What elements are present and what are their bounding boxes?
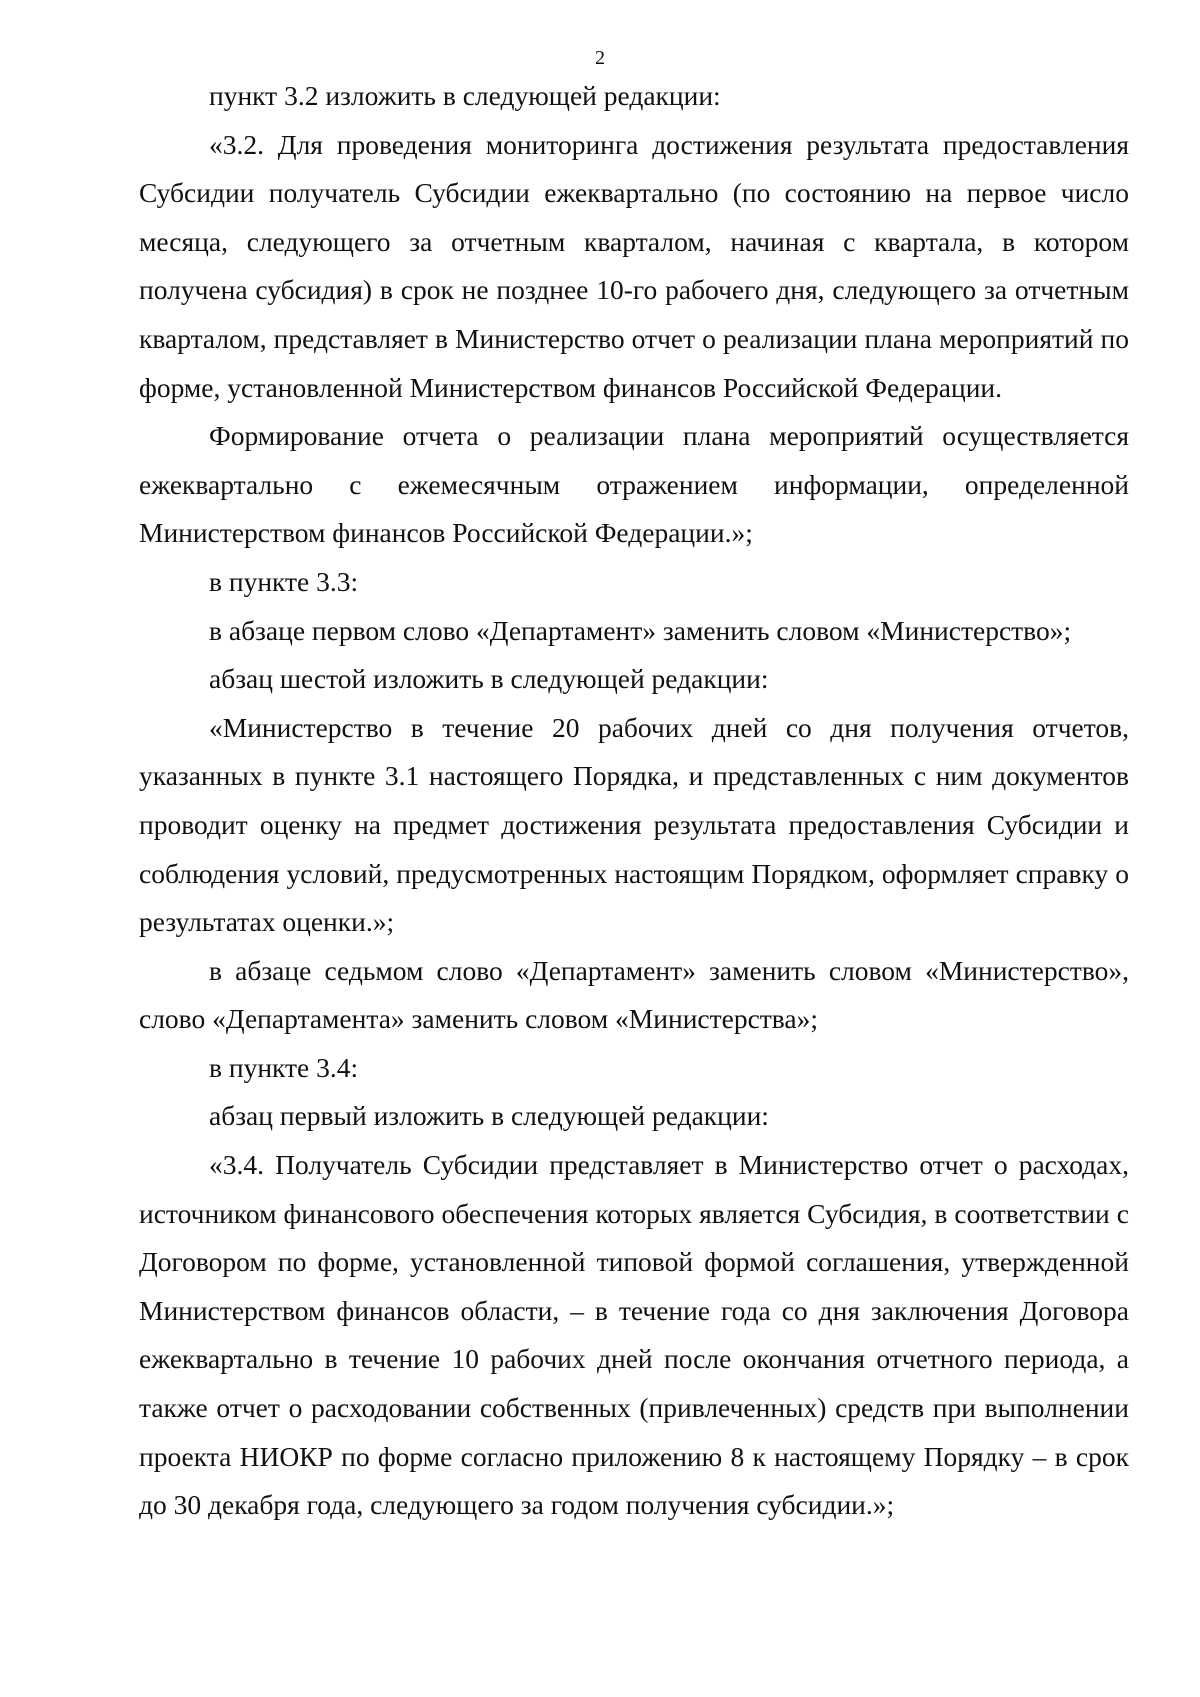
paragraph-item-3-3-sixth-text: «Министерство в течение 20 рабочих дней со дня получения отчетов, указанных в пункте 3.1 настоящего Порядка, и представленных с ним документов проводит оценку на предмет достижения результата предоставления Субсидии и соблюдения условий, предусмотренных настоящим Порядком, оформляет справку о результатах оценки.»; <box>139 711 1129 938</box>
paragraph-item-3-4-first-intro: абзац первый изложить в следующей редакции: <box>209 1100 769 1132</box>
paragraph-clause-3-2-text: «3.2. Для проведения мониторинга достижения результата предоставления Субсидии получатель Субсидии ежеквартально (по состоянию на первое число месяца, следующего за отчетным кварталом, начиная с квартала, в котором получена субсидия) в срок не позднее 10-го рабочего дня, следующего за отчетным кварталом, представляет в Министерство отчет о реализации плана мероприятий по форме, установленной Министерством финансов Российской Федерации. <box>139 128 1129 403</box>
paragraph-item-3-3-sixth-intro: абзац шестой изложить в следующей редакции: <box>209 663 769 695</box>
paragraph-item-3-3-intro: в пункте 3.3: <box>209 565 359 597</box>
paragraph-item-3-4-intro: в пункте 3.4: <box>209 1051 359 1083</box>
paragraph-clause-3-2-report: Формирование отчета о реализации плана мероприятий осуществляется ежеквартально с ежемесячным отражением информации, определенной Министерством финансов Российской Федерации.»; <box>139 420 1129 549</box>
paragraph-item-3-3-seventh: в абзаце седьмом слово «Департамент» заменить словом «Министерство», слово «Департамента» заменить словом «Министерства»; <box>139 954 1129 1035</box>
paragraph-item-3-3-first-paragraph: в абзаце первом слово «Департамент» заменить словом «Министерство»; <box>209 614 1072 646</box>
document-body <box>139 72 1129 1530</box>
paragraph-clause-3-4-text: «3.4. Получатель Субсидии представляет в Министерство отчет о расходах, источником финансового обеспечения которых является Субсидия, в соответствии с Договором по форме, установленной типовой формой соглашения, утвержденной Министерством финансов области, – в течение года со дня заключения Договора ежеквартально в течение 10 рабочих дней после окончания отчетного периода, а также отчет о расходовании собственных (привлеченных) средств при выполнении проекта НИОКР по форме согласно приложению 8 к настоящему Порядку – в срок до 30 декабря года, следующего за годом получения субсидии.»; <box>139 1149 1129 1521</box>
page-number: 2 <box>595 47 605 69</box>
paragraph-item-3-2-intro: пункт 3.2 изложить в следующей редакции: <box>209 80 721 111</box>
